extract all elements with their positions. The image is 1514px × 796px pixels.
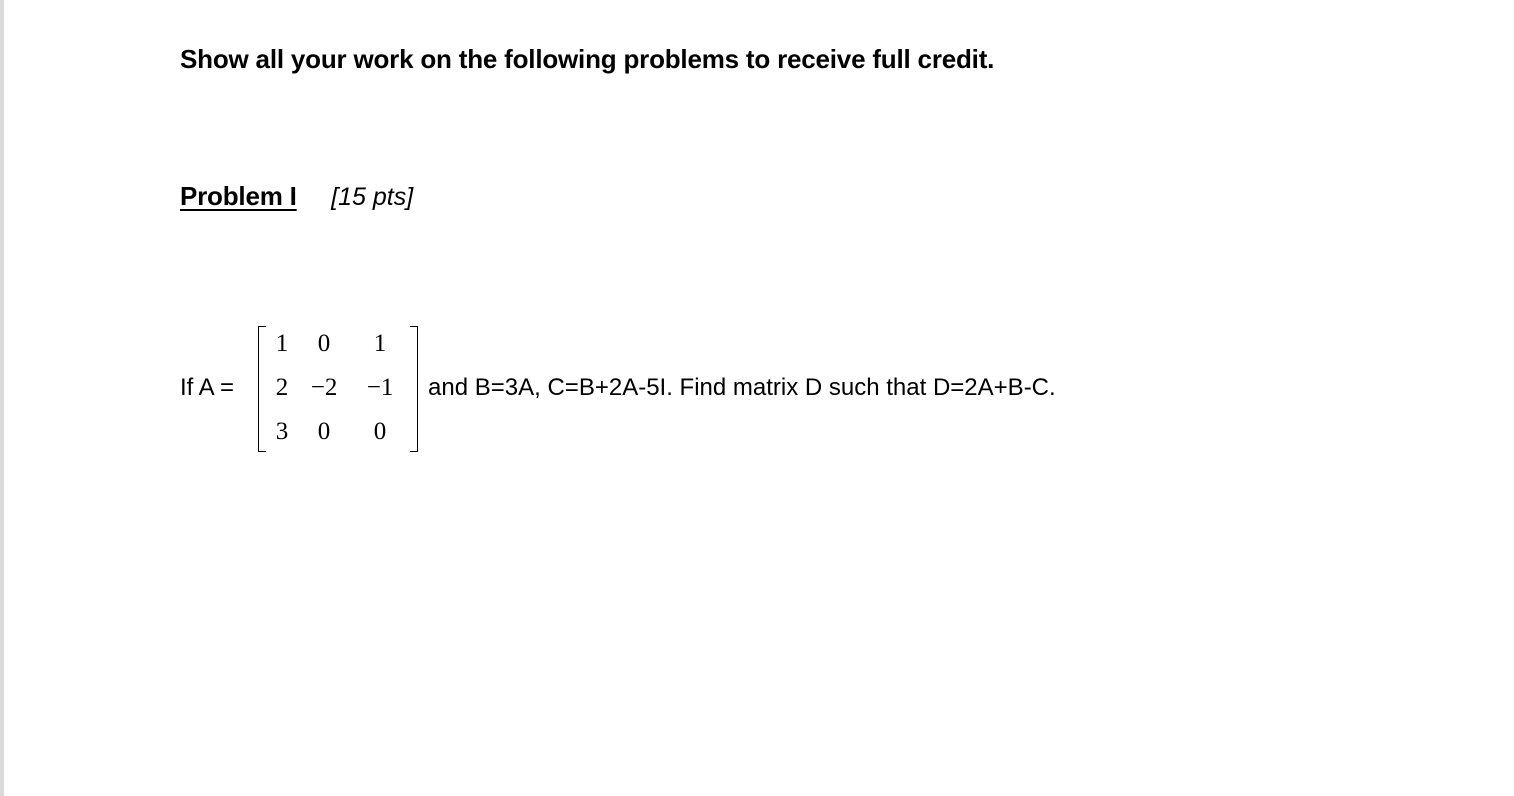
matrix-right-bracket xyxy=(410,326,418,452)
matrix-cell: 2 xyxy=(275,374,289,401)
matrix-cell: 3 xyxy=(275,418,289,445)
matrix-cell: −1 xyxy=(366,374,394,401)
document-page xyxy=(4,0,1514,796)
matrix-prefix: If A = xyxy=(180,374,235,401)
matrix-cell: 0 xyxy=(317,418,331,445)
matrix-left-bracket xyxy=(258,326,266,452)
problem-question-text: and B=3A, C=B+2A-5I. Find matrix D such that D=2A+B-C. xyxy=(428,374,1056,401)
problem-header xyxy=(180,181,413,212)
matrix-cell: −2 xyxy=(310,374,338,401)
matrix-cell: 1 xyxy=(373,330,387,357)
matrix-cell: 0 xyxy=(373,418,387,445)
problem-points: [15 pts] xyxy=(331,183,414,211)
problem-statement xyxy=(180,320,1056,456)
matrix-cell: 0 xyxy=(317,330,331,357)
problem-title: Problem I xyxy=(180,181,297,211)
matrix-a xyxy=(258,322,418,454)
matrix-cell: 1 xyxy=(275,330,289,357)
instructions-heading: Show all your work on the following problems to receive full credit. xyxy=(180,44,995,74)
matrix-entries xyxy=(262,322,414,454)
